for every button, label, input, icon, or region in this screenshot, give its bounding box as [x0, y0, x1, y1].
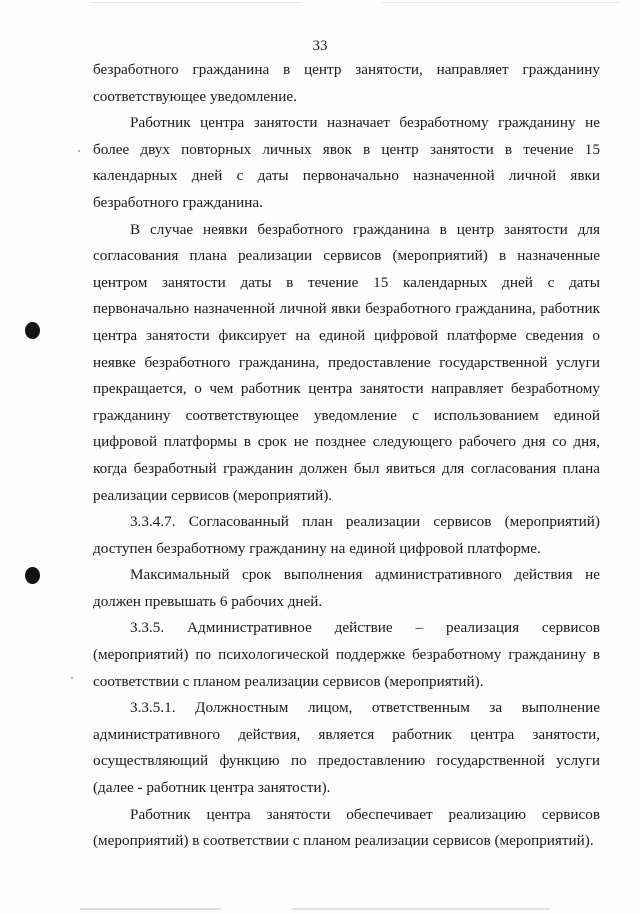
scan-speck: [78, 150, 80, 152]
punch-hole-icon: [25, 322, 40, 339]
scan-edge-top: [90, 2, 620, 3]
paragraph-repeat-visits: Работник центра занятости назначает безработному гражданину не более двух повторных личных явок в центр занятости в течение 15 календарных дней с даты первоначально назначенной личной явки безработного гражданина.: [93, 114, 600, 211]
paragraph-continuation: безработного гражданина в центр занятости, направляет гражданину соответствующее уведомление.: [93, 61, 600, 105]
scan-speck: [71, 677, 73, 679]
page-number: 33: [312, 38, 328, 54]
paragraph-3-3-5-1: 3.3.5.1. Должностным лицом, ответственным за выполнение административного действия, является работник центра занятости, осуществляющий функцию по предоставлению государственной услуги (далее - работник центра занятости).: [93, 699, 600, 797]
paragraph-implementation: Работник центра занятости обеспечивает реализацию сервисов (мероприятий) в соответствии с планом реализации сервисов (мероприятий).: [93, 805, 600, 850]
paragraph-3-3-4-7: 3.3.4.7. Согласованный план реализации сервисов (мероприятий) доступен безработному гражданину на единой цифровой платформе.: [93, 513, 600, 557]
punch-hole-icon: [25, 567, 40, 584]
paragraph-non-appearance: В случае неявки безработного гражданина в центр занятости для согласования плана реализации сервисов (мероприятий) в назначенные центром занятости даты в течение 15 календарных дней с даты первоначально назначенной личной явки безработного гражданина, работник центра занятости фиксирует на единой цифровой платформе сведения о неявке безработного гражданина, предоставление государственной услуги прекращается, о чем работник центра занятости направляет безработному гражданину соответствующее уведомление с использованием единой цифровой платформы в срок не позднее следующего рабочего дня со дня, когда безработный гражданин должен был явиться для согласования плана реализации сервисов (мероприятий).: [93, 220, 600, 504]
paragraph-3-3-5: 3.3.5. Административное действие – реализация сервисов (мероприятий) по психологической поддержке безработному гражданину в соответствии с планом реализации сервисов (мероприятий).: [93, 619, 600, 690]
scan-edge-bottom: [80, 908, 550, 910]
document-body: [93, 57, 600, 855]
paragraph-max-term: Максимальный срок выполнения административного действия не должен превышать 6 рабочих дней.: [93, 566, 600, 610]
